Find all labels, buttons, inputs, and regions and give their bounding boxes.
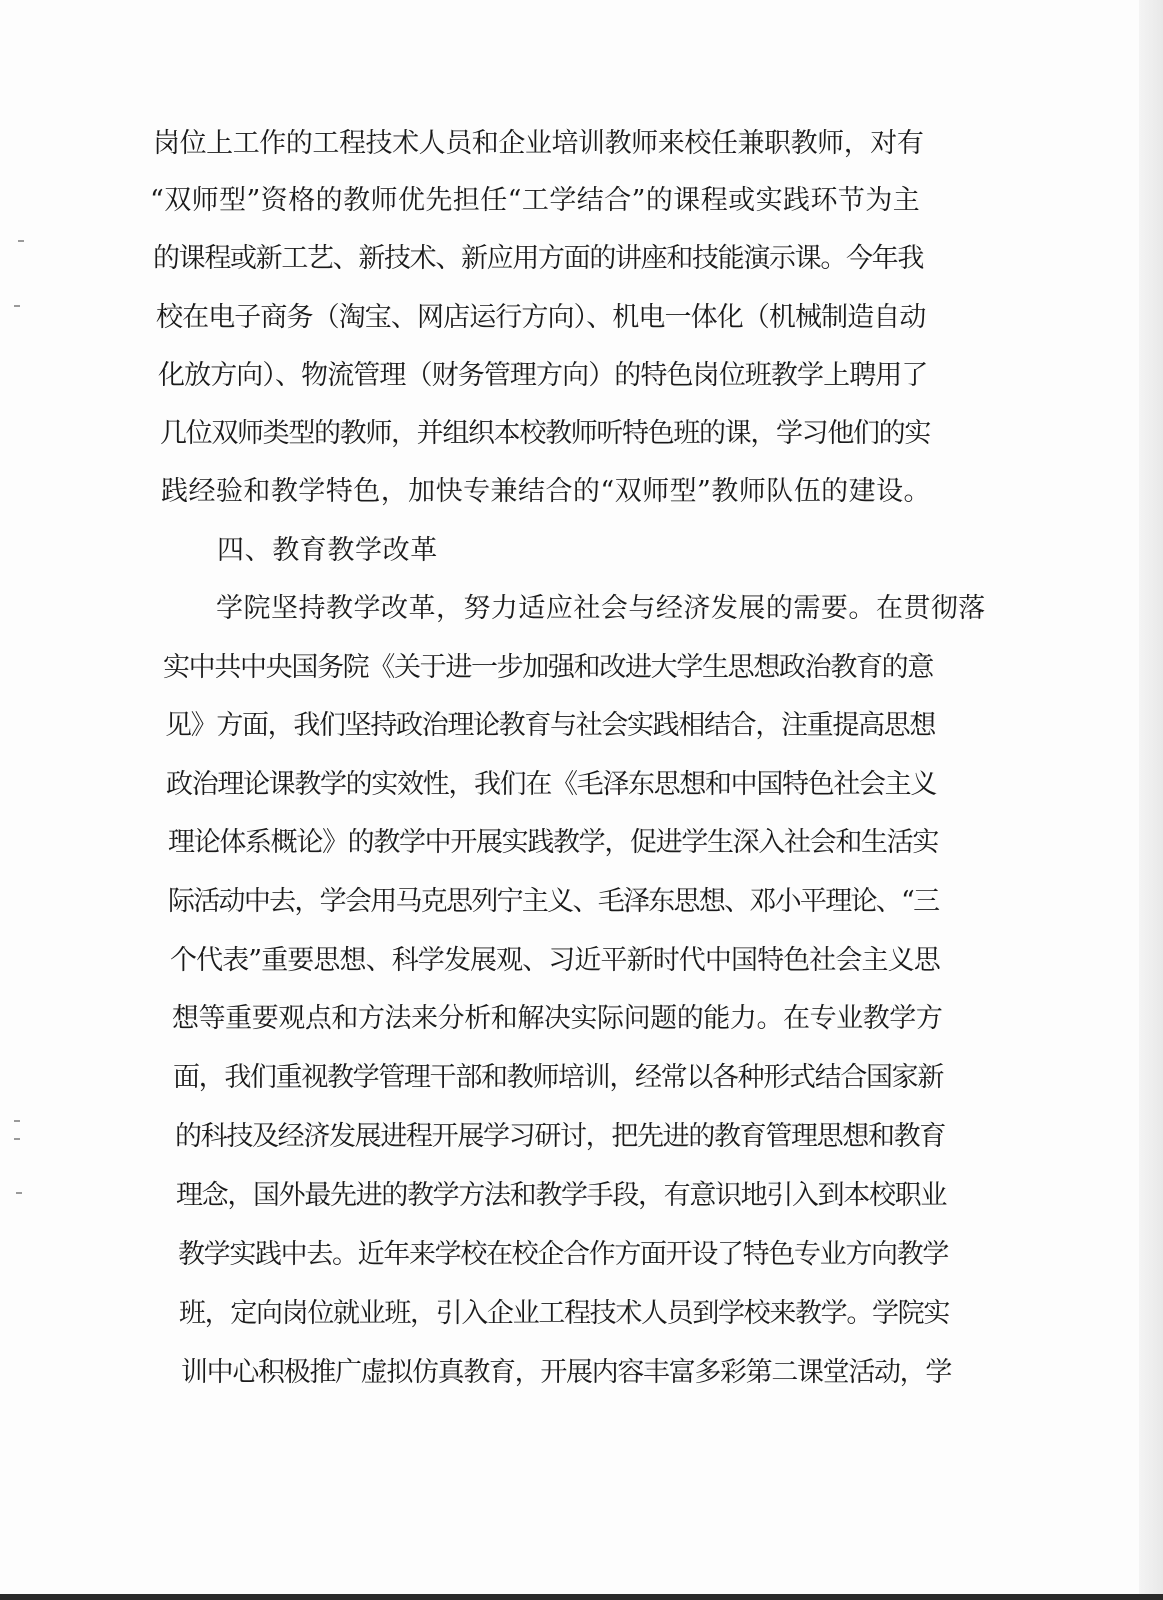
- scan-speck: [14, 1138, 20, 1140]
- text-line: 岗位上工作的工程技术人员和企业培训教师来校任兼职教师，对有: [153, 128, 924, 159]
- section-heading: 四、教育教学改革: [217, 535, 438, 566]
- scan-speck: [18, 240, 24, 242]
- text-line: 几位双师类型的教师，并组织本校教师听特色班的课，学习他们的实: [160, 418, 930, 449]
- text-line: 教学实践中去。近年来学校在校企合作方面开设了特色专业方向教学: [178, 1239, 948, 1270]
- scan-speck: [14, 305, 20, 307]
- scan-bottom-border: [0, 1594, 1163, 1600]
- text-line: 个代表”重要思想、科学发展观、习近平新时代中国特色社会主义思: [170, 945, 940, 976]
- text-line: 政治理论课教学的实效性，我们在《毛泽东思想和中国特色社会主义: [166, 769, 936, 800]
- text-line: 化放方向）、物流管理（财务管理方向）的特色岗位班教学上聘用了: [158, 360, 928, 391]
- text-line: 见》方面，我们坚持政治理论教育与社会实践相结合，注重提高思想: [165, 710, 935, 741]
- text-line: 理论体系概论》的教学中开展实践教学，促进学生深入社会和生活实: [168, 827, 938, 858]
- text-line: 面，我们重视教学管理干部和教师培训，经常以各种形式结合国家新: [173, 1062, 943, 1093]
- scan-speck: [14, 1120, 20, 1122]
- text-line: 想等重要观点和方法来分析和解决实际问题的能力。在专业教学方: [172, 1003, 943, 1034]
- text-line: 班，定向岗位就业班，引入企业工程技术人员到学校来教学。学院实: [179, 1298, 949, 1329]
- text-line: 实中共中央国务院《关于进一步加强和改进大学生思想政治教育的意: [163, 652, 933, 683]
- text-line: 理念，国外最先进的教学方法和教学手段，有意识地引入到本校职业: [176, 1180, 946, 1211]
- text-line: 训中心积极推广虚拟仿真教育，开展内容丰富多彩第二课堂活动，学: [181, 1357, 951, 1388]
- text-line: 的课程或新工艺、新技术、新应用方面的讲座和技能演示课。今年我: [153, 243, 923, 274]
- text-line: 的科技及经济发展进程开展学习研讨，把先进的教育管理思想和教育: [175, 1121, 945, 1152]
- text-line: 践经验和教学特色，加快专兼结合的“双师型”教师队伍的建设。: [161, 476, 932, 507]
- scan-edge-shadow: [1139, 0, 1163, 1600]
- text-line: “双师型”资格的教师优先担任“工学结合”的课程或实践环节为主: [150, 185, 921, 216]
- text-line: 校在电子商务（淘宝、网店运行方向）、机电一体化（机械制造自动: [156, 302, 926, 333]
- text-line: 际活动中去，学会用马克思列宁主义、毛泽东思想、邓小平理论、“三: [168, 886, 939, 917]
- scan-speck: [16, 1192, 22, 1194]
- text-line: 学院坚持教学改革，努力适应社会与经济发展的需要。在贯彻落: [216, 593, 986, 624]
